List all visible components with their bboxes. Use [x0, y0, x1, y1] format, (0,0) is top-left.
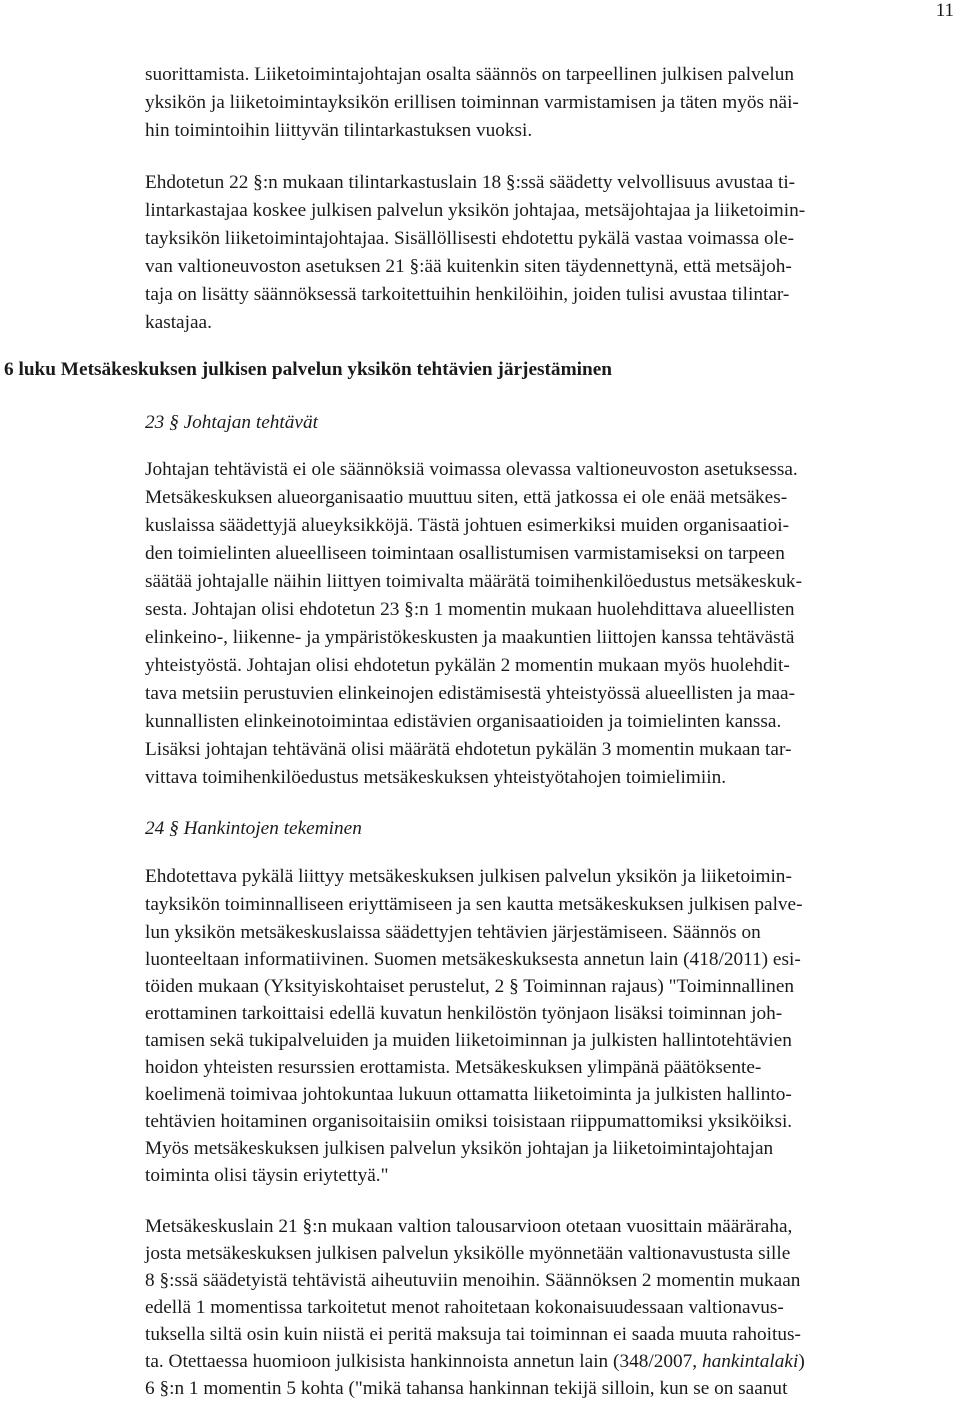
section-heading: 23 § Johtajan tehtävät	[145, 412, 318, 433]
text-line: erottaminen tarkoittaisi edellä kuvatun henkilöstön työnjaon lisäksi toiminnan joh-	[145, 1003, 783, 1024]
text-line: Ehdotetun 22 §:n mukaan tilintarkastuslain 18 §:ssä säädetty velvollisuus avustaa ti-	[145, 172, 796, 193]
text-line: yhteistyöstä. Johtajan olisi ehdotetun pykälän 2 momentin mukaan myös huolehdit-	[145, 655, 790, 676]
text-line: taja on lisätty säännöksessä tarkoitettuihin henkilöihin, joiden tulisi avustaa tilintar-	[145, 284, 790, 305]
text-line: lintarkastajaa koskee julkisen palvelun yksikön johtajaa, metsäjohtajaa ja liiketoimin-	[145, 200, 806, 221]
text-line: den toimielinten alueelliseen toimintaan osallistumisen varmistamiseksi on tarpeen	[145, 543, 785, 564]
text-line: luonteeltaan informatiivinen. Suomen metsäkeskuksesta annetun lain (418/2011) esi-	[145, 949, 801, 970]
text-line	[145, 1349, 805, 1375]
text-line: tuksella siltä osin kuin niistä ei peritä maksuja tai toiminnan ei saada muuta rahoitus-	[145, 1324, 801, 1345]
text-line: Johtajan tehtävistä ei ole säännöksiä voimassa olevassa valtioneuvoston asetuksessa.	[145, 459, 798, 480]
text-line: tehtävien hoitaminen organisoitaisiin omiksi toisistaan riippumattomiksi yksiköiksi.	[145, 1111, 793, 1132]
text-line: vittava toimihenkilöedustus metsäkeskuksen yhteistyötahojen toimielimiin.	[145, 767, 727, 788]
text-line: hin toimintoihin liittyvän tilintarkastuksen vuoksi.	[145, 120, 533, 141]
text-line: tava metsiin perustuvien elinkeinojen edistämisestä yhteistyössä alueellisten ja maa-	[145, 683, 796, 704]
text-line: 6 §:n 1 momentin 5 kohta ("mikä tahansa hankinnan tekijä silloin, kun se on saanut	[145, 1378, 788, 1399]
text-line: kuslaissa säädettyjä alueyksikköjä. Tästä johtuen esimerkiksi muiden organisaatioi-	[145, 515, 789, 536]
text-line: töiden mukaan (Yksityiskohtaiset perustelut, 2 § Toiminnan rajaus) "Toiminnallinen	[145, 976, 795, 997]
text-segment: ta. Otettaessa huomioon julkisista hankinnoista annetun lain (348/2007,	[145, 1351, 702, 1372]
text-line: Myös metsäkeskuksen julkisen palvelun yksikön johtajan ja liiketoimintajohtajan	[145, 1138, 774, 1159]
text-line: tamisen sekä tukipalveluiden ja muiden liiketoiminnan ja julkisten hallintotehtävien	[145, 1030, 792, 1051]
text-line: lun yksikön metsäkeskuslaissa säädettyjen tehtävien järjestämiseen. Säännös on	[145, 922, 761, 943]
text-line: kastajaa.	[145, 312, 212, 333]
text-line: tayksikön toiminnalliseen eriyttämiseen ja sen kautta metsäkeskuksen julkisen palve-	[145, 894, 803, 915]
text-line: suorittamista. Liiketoimintajohtajan osalta säännös on tarpeellinen julkisen palvelun	[145, 64, 794, 85]
text-line: koelimenä toimivaa johtokuntaa lukuun ottamatta liiketoiminta ja julkisten hallinto-	[145, 1084, 792, 1105]
page-number: 11	[935, 0, 954, 21]
text-line: josta metsäkeskuksen julkisen palvelun yksikölle myönnetään valtionavustusta sille	[145, 1243, 791, 1264]
text-line: yksikön ja liiketoimintayksikön erillisen toiminnan varmistamisen ja täten myös näi-	[145, 92, 799, 113]
text-line: hoidon yhteisten resurssien erottamista. Metsäkeskuksen ylimpänä päätöksente-	[145, 1057, 762, 1078]
text-line: elinkeino-, liikenne- ja ympäristökeskusten ja maakuntien liittojen kanssa tehtävästä	[145, 627, 795, 648]
text-line: 8 §:ssä säädetyistä tehtävistä aiheutuviin menoihin. Säännöksen 2 momentin mukaan	[145, 1270, 801, 1291]
text-line: van valtioneuvoston asetuksen 21 §:ää kuitenkin siten täydennettynä, että metsäjoh-	[145, 256, 792, 277]
section-heading: 24 § Hankintojen tekeminen	[145, 818, 362, 839]
text-line: Metsäkeskuslain 21 §:n mukaan valtion talousarvioon otetaan vuosittain määräraha,	[145, 1216, 793, 1237]
text-line: tayksikön liiketoimintajohtajaa. Sisällöllisesti ehdotettu pykälä vastaa voimassa ole-	[145, 228, 795, 249]
text-line: Lisäksi johtajan tehtävänä olisi määrätä ehdotetun pykälän 3 momentin mukaan tar-	[145, 739, 792, 760]
text-line: toiminta olisi täysin eriytettyä."	[145, 1165, 389, 1186]
text-line: kunnallisten elinkeinotoimintaa edistävien organisaatioiden ja toimielinten kanssa.	[145, 711, 782, 732]
text-segment: )	[798, 1351, 805, 1372]
text-line: säätää johtajalle näihin liittyen toimivalta määrätä toimihenkilöedustus metsäkeskuk-	[145, 571, 802, 592]
chapter-heading: 6 luku Metsäkeskuksen julkisen palvelun yksikön tehtävien järjestäminen	[4, 359, 612, 380]
text-line: Metsäkeskuksen alueorganisaatio muuttuu siten, että jatkossa ei ole enää metsäkes-	[145, 487, 788, 508]
text-line: sesta. Johtajan olisi ehdotetun 23 §:n 1 momentin mukaan huolehdittava alueellisten	[145, 599, 795, 620]
text-line: edellä 1 momentissa tarkoitetut menot rahoitetaan kokonaisuudessaan valtionavus-	[145, 1297, 784, 1318]
italic-term: hankintalaki	[701, 1351, 799, 1372]
text-line: Ehdotettava pykälä liittyy metsäkeskuksen julkisen palvelun yksikön ja liiketoimin-	[145, 866, 792, 887]
